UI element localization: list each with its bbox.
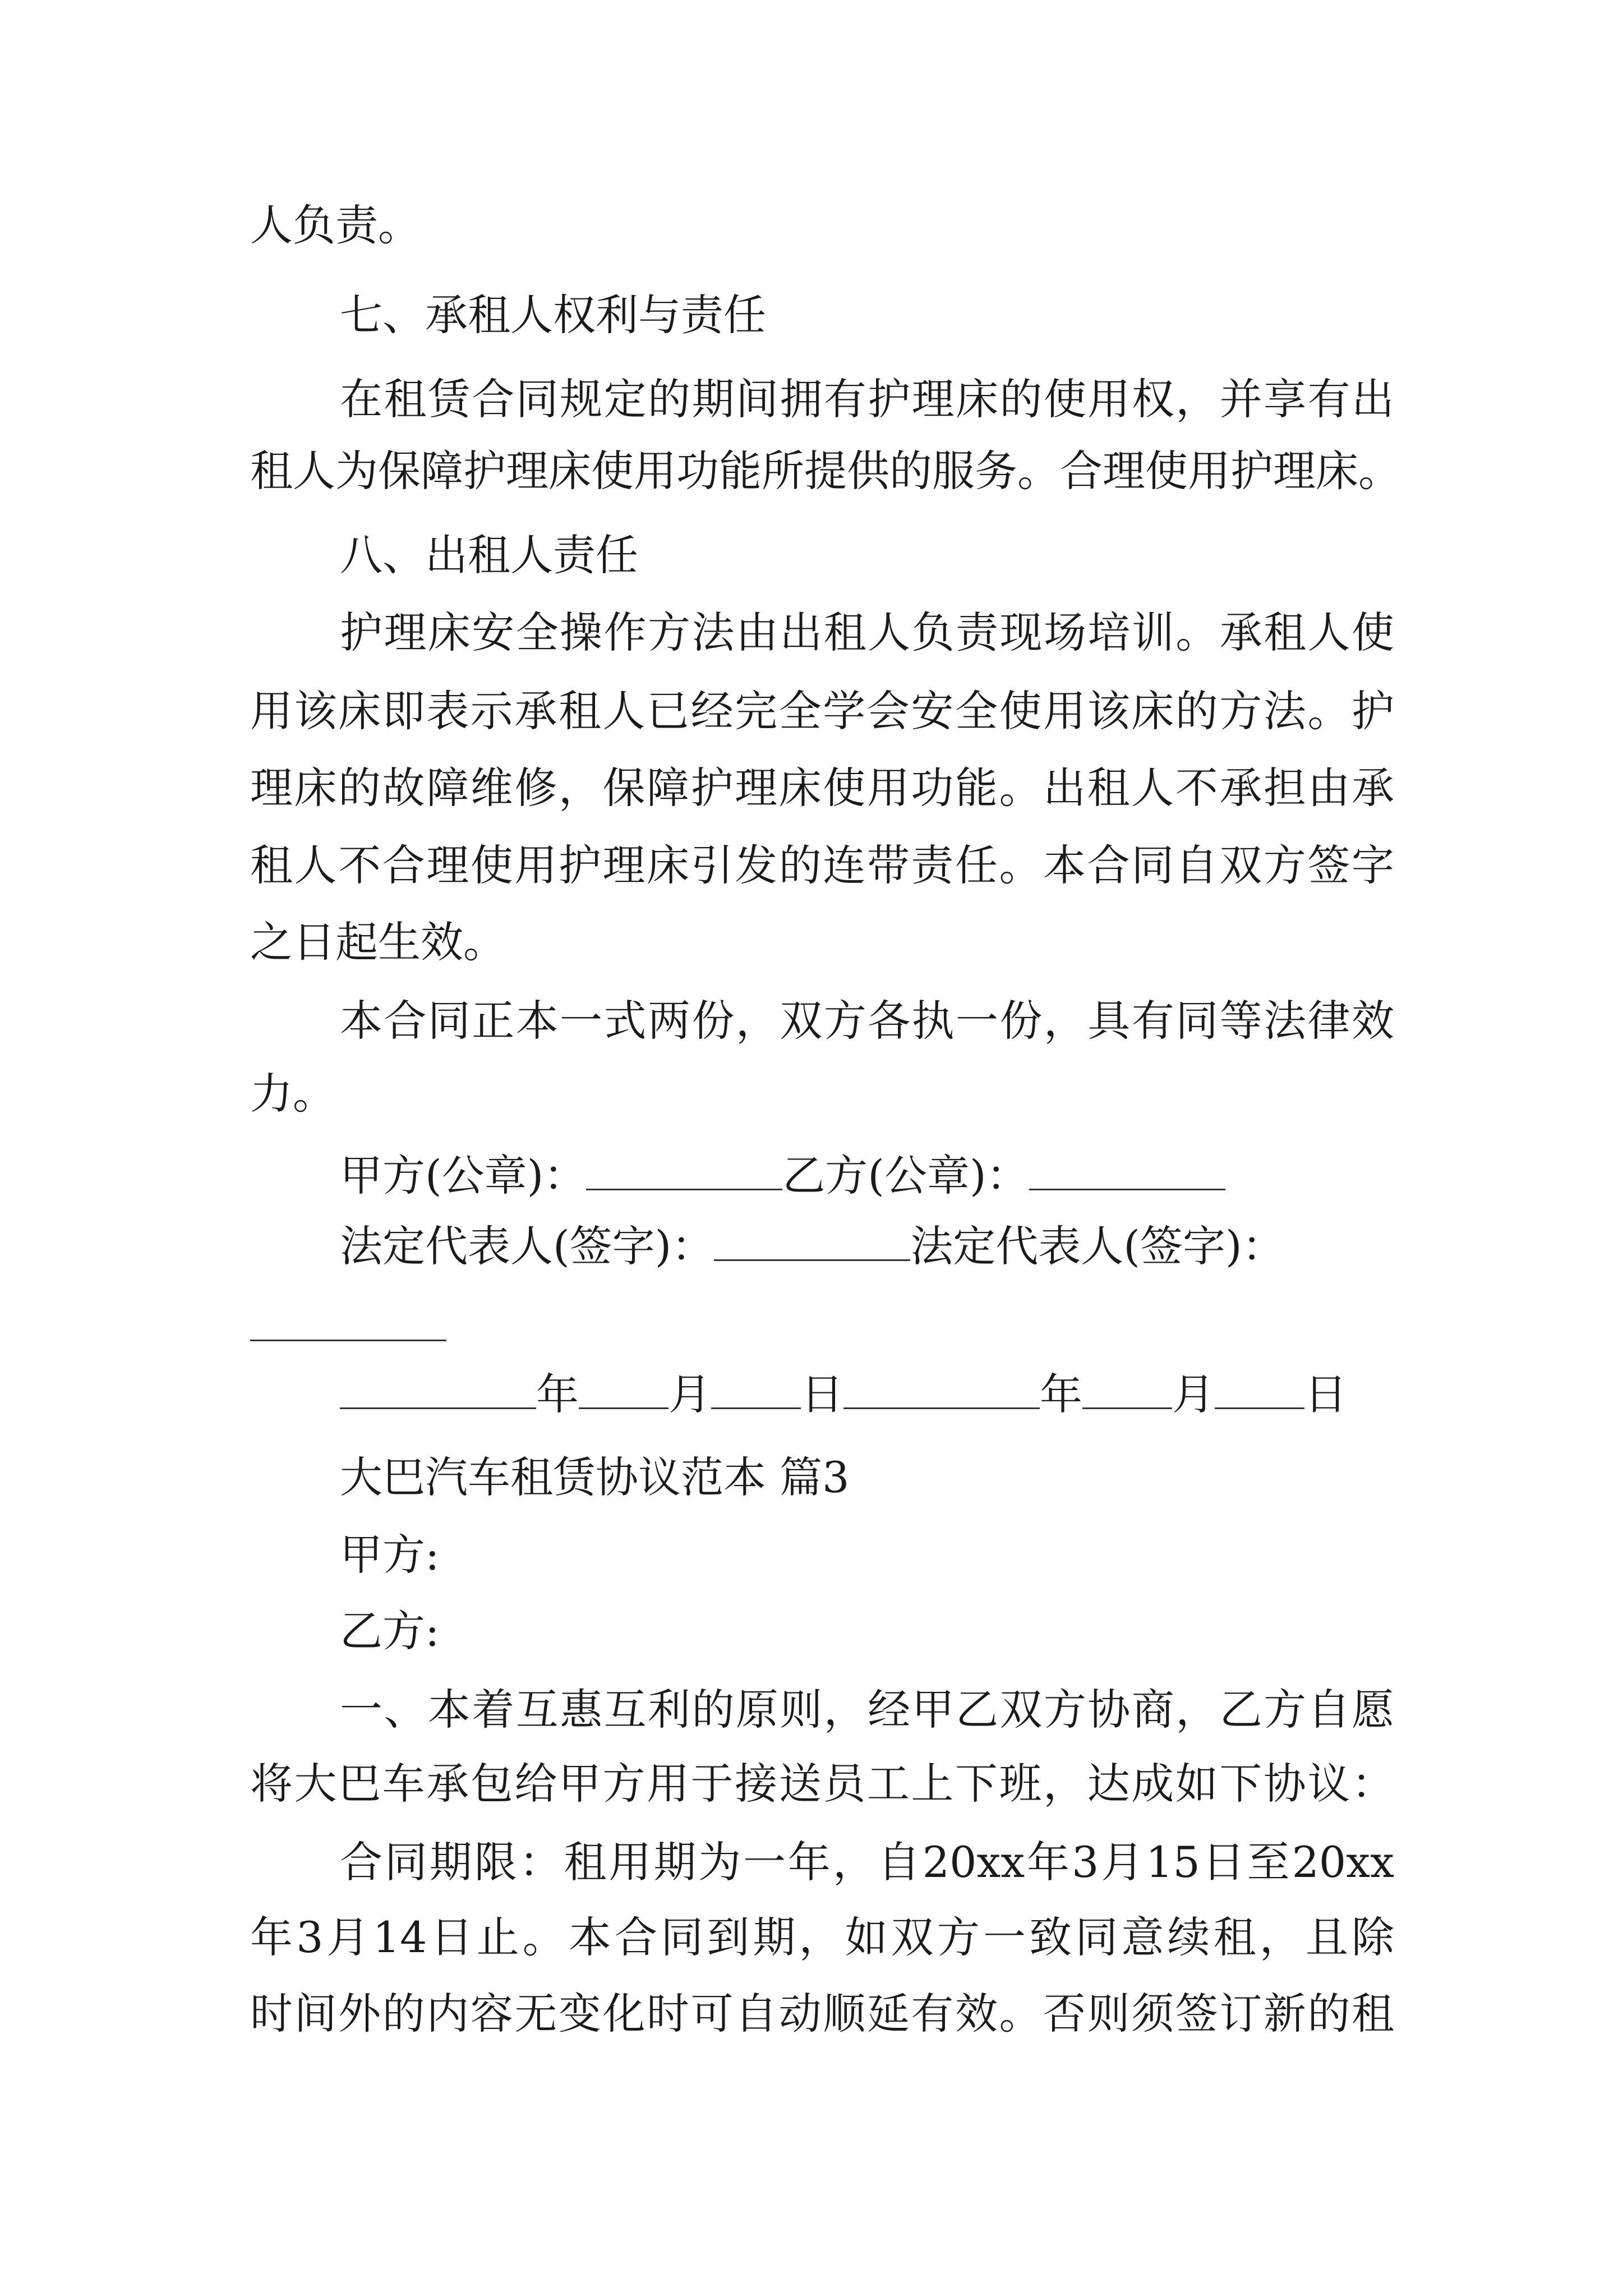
paragraph-line: 力。 — [250, 1069, 335, 1119]
paragraph-line: 年3月14日止。本合同到期，如双方一致同意续租，且除 — [250, 1912, 1394, 1962]
paragraph-line: 一、本着互惠互利的原则，经甲乙双方协商，乙方自愿 — [340, 1685, 1394, 1734]
day-blank — [711, 1368, 801, 1409]
year-label: 年 — [1040, 1369, 1082, 1419]
year-blank — [843, 1368, 1040, 1409]
party-b-label: 乙方: — [340, 1606, 440, 1656]
seal-line — [340, 1148, 1484, 1204]
party-a-seal-label: 甲方(公章)： — [340, 1151, 587, 1200]
section-heading: 七、承租人权利与责任 — [340, 290, 766, 340]
section-title: 大巴汽车租赁协议范本 篇3 — [340, 1452, 850, 1502]
rep-b-blank — [250, 1340, 446, 1341]
date-line — [340, 1366, 1484, 1423]
month-blank — [1082, 1368, 1172, 1409]
paragraph-line: 本合同正本一式两份，双方各执一份，具有同等法律效 — [340, 996, 1394, 1046]
rep-a-blank — [714, 1220, 910, 1261]
paragraph-line: 时间外的内容无变化时可自动顺延有效。否则须签订新的租 — [250, 1989, 1394, 2039]
party-a-label: 甲方: — [340, 1530, 440, 1580]
party-b-seal-blank — [1029, 1149, 1225, 1190]
day-blank — [1215, 1368, 1304, 1409]
paragraph-line: 合同期限：租用期为一年，自20xx年3月15日至20xx — [340, 1837, 1394, 1887]
paragraph-line: 之日起生效。 — [250, 917, 506, 967]
paragraph-line: 用该床即表示承租人已经完全学会安全使用该床的方法。护 — [250, 686, 1394, 736]
representative-line — [340, 1218, 1484, 1274]
paragraph-line: 将大巴车承包给甲方用于接送员工上下班，达成如下协议： — [250, 1759, 1394, 1809]
month-label: 月 — [1172, 1369, 1215, 1419]
rep-a-label: 法定代表人(签字)： — [340, 1221, 714, 1271]
year-blank — [340, 1368, 536, 1409]
paragraph-line: 理床的故障维修，保障护理床使用功能。出租人不承担由承 — [250, 763, 1394, 813]
paragraph-line: 租人不合理使用护理床引发的连带责任。本合同自双方签字 — [250, 840, 1394, 890]
party-b-seal-label: 乙方(公章)： — [782, 1151, 1029, 1200]
paragraph-line: 在租赁合同规定的期间拥有护理床的使用权，并享有出 — [340, 374, 1394, 424]
paragraph-line: 护理床安全操作方法由出租人负责现场培训。承租人使 — [340, 608, 1394, 657]
rep-b-label: 法定代表人(签字)： — [910, 1221, 1285, 1271]
section-heading: 八、出租人责任 — [340, 530, 638, 580]
month-blank — [579, 1368, 668, 1409]
month-label: 月 — [668, 1369, 711, 1419]
paragraph-line: 租人为保障护理床使用功能所提供的服务。合理使用护理床。 — [250, 446, 1401, 496]
paragraph-line: 人负责。 — [250, 200, 421, 250]
day-label: 日 — [801, 1369, 843, 1419]
day-label: 日 — [1304, 1369, 1347, 1419]
year-label: 年 — [536, 1369, 579, 1419]
party-a-seal-blank — [586, 1149, 782, 1190]
